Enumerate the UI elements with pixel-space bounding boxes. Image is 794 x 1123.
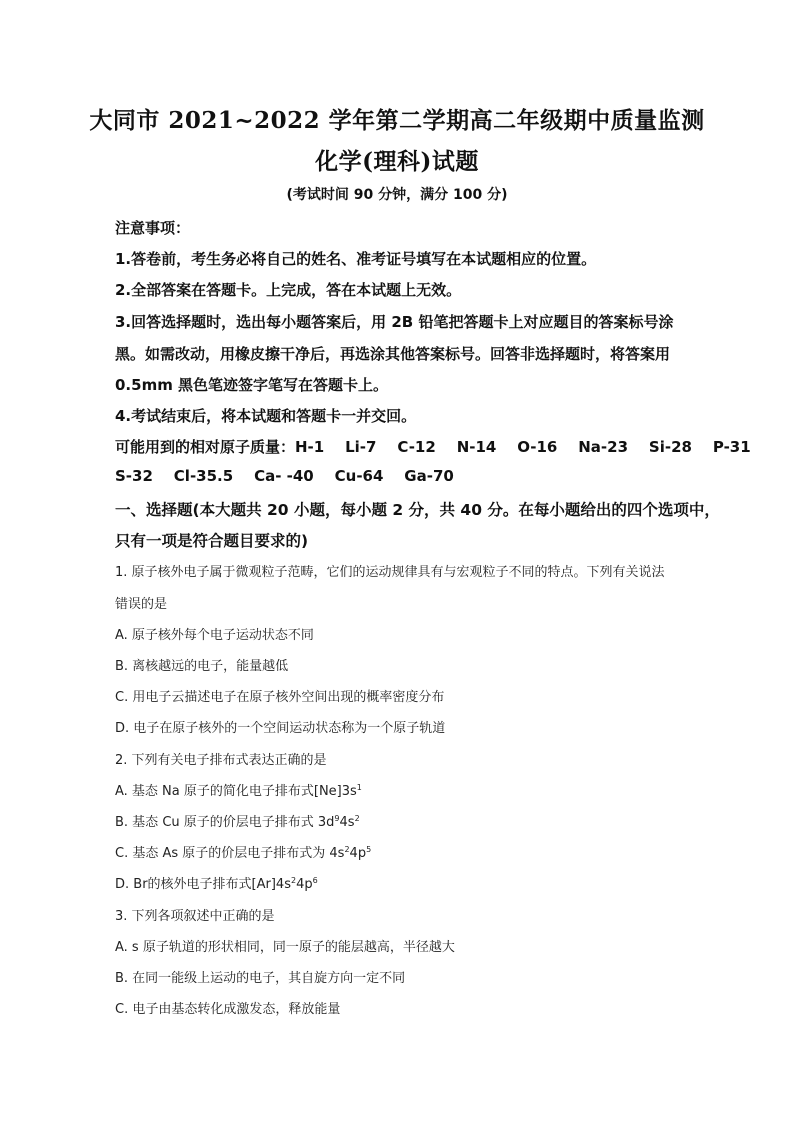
question-2-option-b bbox=[115, 811, 360, 830]
section-heading-a: 一、选择题(本大题共 20 小题，每小题 2 分，共 40 分。在每小题给出的四个选项中， bbox=[115, 501, 720, 519]
question-1-option-c: C. 用电子云描述电子在原子核外空间出现的概率密度分布 bbox=[115, 690, 445, 705]
notice-item-2: 2.全部答案在答题卡。上完成，答在本试题上无效。 bbox=[115, 281, 462, 299]
q2-b-sup2: 2 bbox=[354, 814, 360, 823]
notice-item-1: 1.答卷前，考生务必将自己的姓名、准考证号填写在本试题相应的位置。 bbox=[115, 250, 597, 268]
q2-c-mid: 4p bbox=[349, 846, 367, 861]
notice-heading: 注意事项： bbox=[115, 219, 191, 237]
question-3-option-c: C. 电子由基态转化成激发态，释放能量 bbox=[115, 1002, 341, 1017]
question-1-option-d: D. 电子在原子核外的一个空间运动状态称为一个原子轨道 bbox=[115, 721, 446, 736]
q2-d-text: D. Br的核外电子排布式[Ar]4s bbox=[115, 877, 291, 892]
q2-c-sup1: 2 bbox=[344, 845, 350, 854]
q2-d-mid: 4p bbox=[296, 877, 313, 892]
question-3-option-a: A. s 原子轨道的形状相同，同一原子的能层越高，半径越大 bbox=[115, 940, 455, 955]
question-2-option-d bbox=[115, 873, 318, 892]
question-2-option-a bbox=[115, 780, 362, 799]
section-heading-b: 只有一项是符合题目要求的) bbox=[115, 532, 309, 550]
q2-d-sup2: 6 bbox=[312, 876, 318, 885]
notice-item-3a: 3.回答选择题时，选出每小题答案后，用 2B 铅笔把答题卡上对应题目的答案标号涂 bbox=[115, 313, 674, 331]
question-3-stem: 3. 下列各项叙述中正确的是 bbox=[115, 909, 275, 924]
q2-a-sup: 1 bbox=[356, 783, 362, 792]
atomic-mass-line-1: 可能用到的相对原子质量：H-1 Li-7 C-12 N-14 O-16 Na-23 Si-28 P-31 bbox=[115, 438, 751, 456]
question-1-option-a: A. 原子核外每个电子运动状态不同 bbox=[115, 628, 314, 643]
q2-b-sup1: 9 bbox=[334, 814, 340, 823]
exam-title: 大同市 2021~2022 学年第二学期高二年级期中质量监测 bbox=[89, 107, 705, 134]
q2-b-text: B. 基态 Cu 原子的价层电子排布式 3d bbox=[115, 815, 335, 830]
question-1-option-b: B. 离核越远的电子，能量越低 bbox=[115, 659, 289, 674]
question-1-stem-b: 错误的是 bbox=[115, 597, 168, 612]
q2-a-text: A. 基态 Na 原子的简化电子排布式[Ne]3s bbox=[115, 784, 357, 799]
atomic-mass-line-2: S-32 Cl-35.5 Ca- -40 Cu-64 Ga-70 bbox=[115, 467, 454, 485]
notice-item-3c: 0.5mm 黑色笔迹签字笔写在答题卡上。 bbox=[115, 376, 389, 394]
notice-item-4: 4.考试结束后，将本试题和答题卡一并交回。 bbox=[115, 407, 417, 425]
question-2-option-c bbox=[115, 842, 371, 861]
q2-c-text: C. 基态 As 原子的价层电子排布式为 4s bbox=[115, 846, 345, 861]
question-1-stem-a: 1. 原子核外电子属于微观粒子范畴，它们的运动规律具有与宏观粒子不同的特点。下列有关说法 bbox=[115, 565, 665, 580]
exam-time-note: (考试时间 90 分钟，满分 100 分) bbox=[286, 187, 508, 203]
q2-c-sup2: 5 bbox=[366, 845, 372, 854]
q2-d-sup1: 2 bbox=[290, 876, 297, 885]
notice-item-3b: 黑。如需改动，用橡皮擦干净后，再选涂其他答案标号。回答非选择题时，将答案用 bbox=[115, 345, 671, 363]
question-3-option-b: B. 在同一能级上运动的电子，其自旋方向一定不同 bbox=[115, 971, 406, 986]
exam-subject: 化学(理科)试题 bbox=[315, 148, 479, 175]
question-2-stem: 2. 下列有关电子排布式表达正确的是 bbox=[115, 753, 327, 768]
q2-b-mid: 4s bbox=[339, 815, 355, 830]
